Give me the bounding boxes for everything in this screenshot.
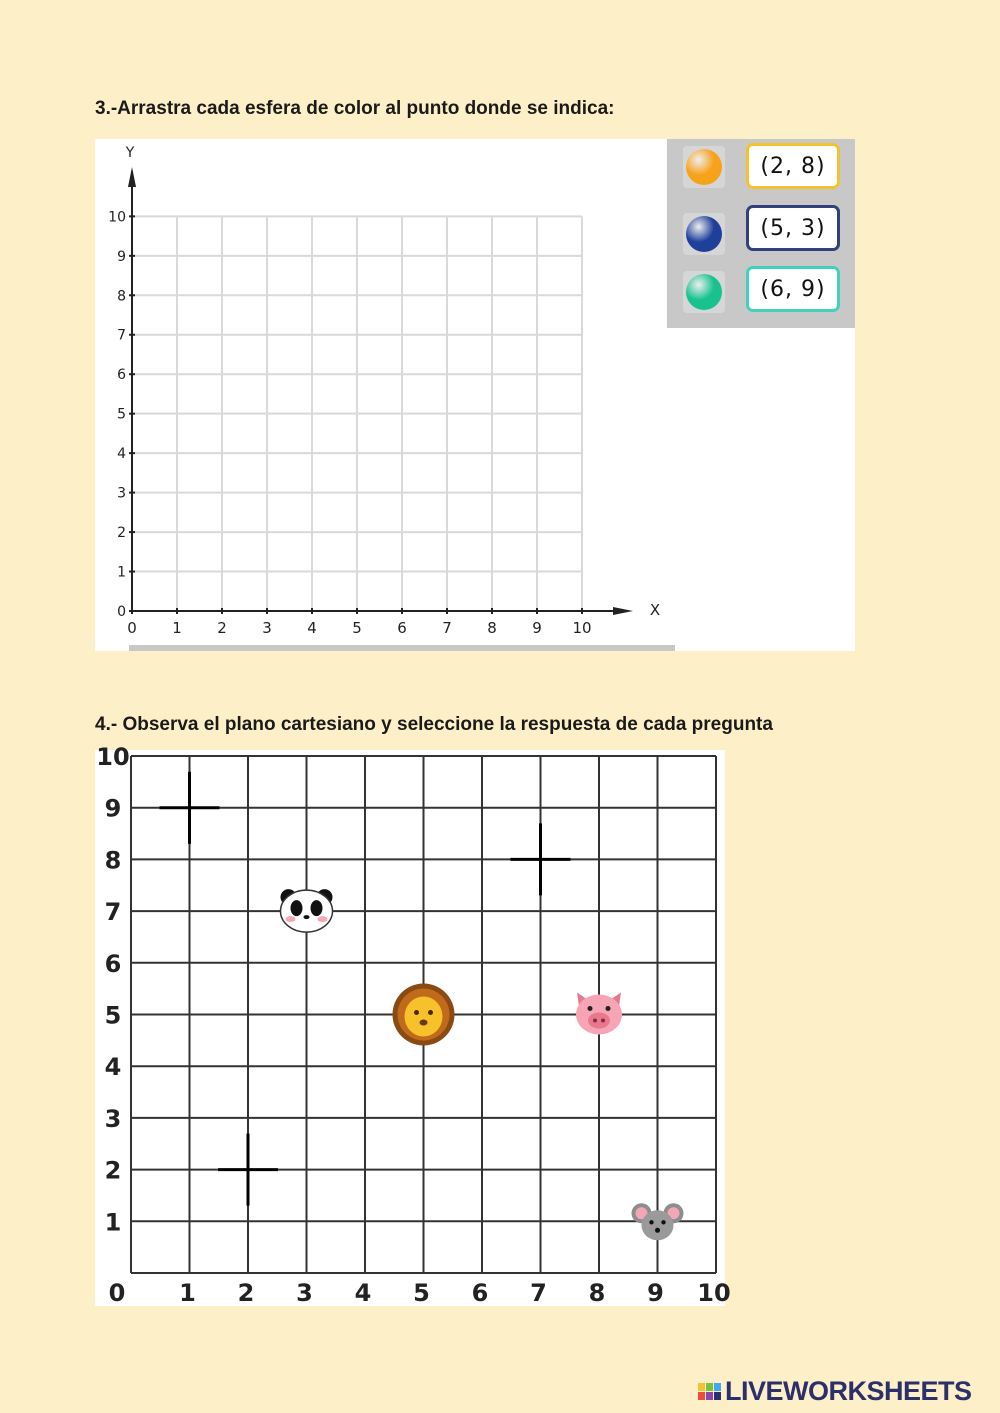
brand-name: LIVEWORKSHEETS xyxy=(725,1376,972,1406)
q3-cartesian-plane[interactable] xyxy=(95,139,675,651)
liveworksheets-logo xyxy=(698,1376,972,1407)
q3-x-tick-label: 4 xyxy=(307,619,317,637)
q4-y-tick-label: 1 xyxy=(104,1208,122,1237)
q3-y-tick-label: 3 xyxy=(117,485,126,502)
coordinate-label-blue: (5, 3) xyxy=(746,205,840,251)
blue-sphere-ball xyxy=(686,216,722,252)
q4-y-tick-label: 8 xyxy=(104,846,122,875)
q3-chart-svg xyxy=(95,139,675,651)
question-4-title: 4.- Observa el plano cartesiano y seleccione la respuesta de cada pregunta xyxy=(95,714,773,735)
q3-x-tick-label: 0 xyxy=(127,619,137,637)
coordinate-label-green: (6, 9) xyxy=(746,266,840,312)
q4-y-tick-label: 3 xyxy=(104,1104,122,1133)
question-3-panel xyxy=(95,139,855,651)
q3-x-tick-label: 8 xyxy=(487,619,497,637)
coordinate-label-orange: (2, 8) xyxy=(746,143,840,189)
green-sphere-ball xyxy=(686,274,722,310)
question-3-title: 3.-Arrastra cada esfera de color al punto donde se indica: xyxy=(95,98,615,119)
q3-y-tick-label: 6 xyxy=(117,367,126,384)
q4-x-tick-label: 1 xyxy=(179,1279,196,1307)
q4-y-tick-label: 4 xyxy=(104,1053,122,1082)
q3-y-tick-label: 2 xyxy=(117,525,126,542)
q3-y-tick-label: 10 xyxy=(108,209,126,226)
q3-x-tick-label: 6 xyxy=(397,619,407,637)
green-sphere[interactable] xyxy=(683,271,725,313)
q3-y-arrow-icon xyxy=(128,167,136,187)
q4-y-tick-label: 6 xyxy=(104,949,122,978)
q3-x-tick-label: 3 xyxy=(262,619,272,637)
panda-icon xyxy=(281,889,333,932)
q3-y-tick-label: 1 xyxy=(117,564,126,581)
pig-icon xyxy=(576,993,622,1035)
blue-sphere[interactable] xyxy=(683,213,725,255)
orange-sphere[interactable] xyxy=(683,146,725,188)
q3-x-tick-label: 5 xyxy=(352,619,362,637)
q3-x-tick-label: 2 xyxy=(217,619,227,637)
q3-x-tick-label: 9 xyxy=(532,619,542,637)
q3-x-tick-label: 1 xyxy=(172,619,182,637)
q3-y-tick-label: 0 xyxy=(117,604,126,620)
q4-x-tick-label: 2 xyxy=(237,1279,255,1307)
q4-x-tick-label: 4 xyxy=(354,1279,372,1307)
q4-x-tick-label: 0 xyxy=(108,1279,126,1307)
q3-y-tick-label: 7 xyxy=(117,327,126,344)
q3-x-tick-label: 7 xyxy=(442,619,452,637)
q4-x-tick-label: 8 xyxy=(588,1279,606,1307)
q4-y-tick-label: 9 xyxy=(104,794,122,823)
orange-sphere-ball xyxy=(686,149,722,185)
q3-y-tick-label: 9 xyxy=(117,248,126,265)
logo-mark-icon xyxy=(698,1383,721,1400)
q4-x-tick-label: 6 xyxy=(471,1279,489,1307)
q4-x-tick-label: 9 xyxy=(647,1279,664,1307)
tray-blank-area xyxy=(675,328,855,651)
q4-y-tick-label: 2 xyxy=(104,1156,122,1185)
q3-y-tick-label: 8 xyxy=(117,288,126,305)
q3-y-tick-label: 4 xyxy=(117,446,126,463)
q4-x-tick-label: 10 xyxy=(697,1279,731,1307)
q4-y-tick-label: 7 xyxy=(104,898,122,927)
q4-x-tick-label: 5 xyxy=(413,1279,430,1307)
q4-x-tick-label: 7 xyxy=(530,1279,547,1307)
q4-chart-svg xyxy=(95,743,731,1307)
q4-y-tick-label: 10 xyxy=(96,743,130,771)
q3-x-tick-label: 10 xyxy=(572,619,592,637)
q4-x-tick-label: 3 xyxy=(296,1279,313,1307)
q3-x-axis-label: X xyxy=(649,601,661,619)
q4-y-tick-label: 5 xyxy=(104,1001,122,1030)
lion-icon xyxy=(393,984,455,1046)
q4-cartesian-plane xyxy=(95,743,731,1307)
q3-y-tick-label: 5 xyxy=(117,406,126,423)
q3-x-arrow-icon xyxy=(613,607,633,615)
q3-y-axis-label: Y xyxy=(125,145,135,161)
